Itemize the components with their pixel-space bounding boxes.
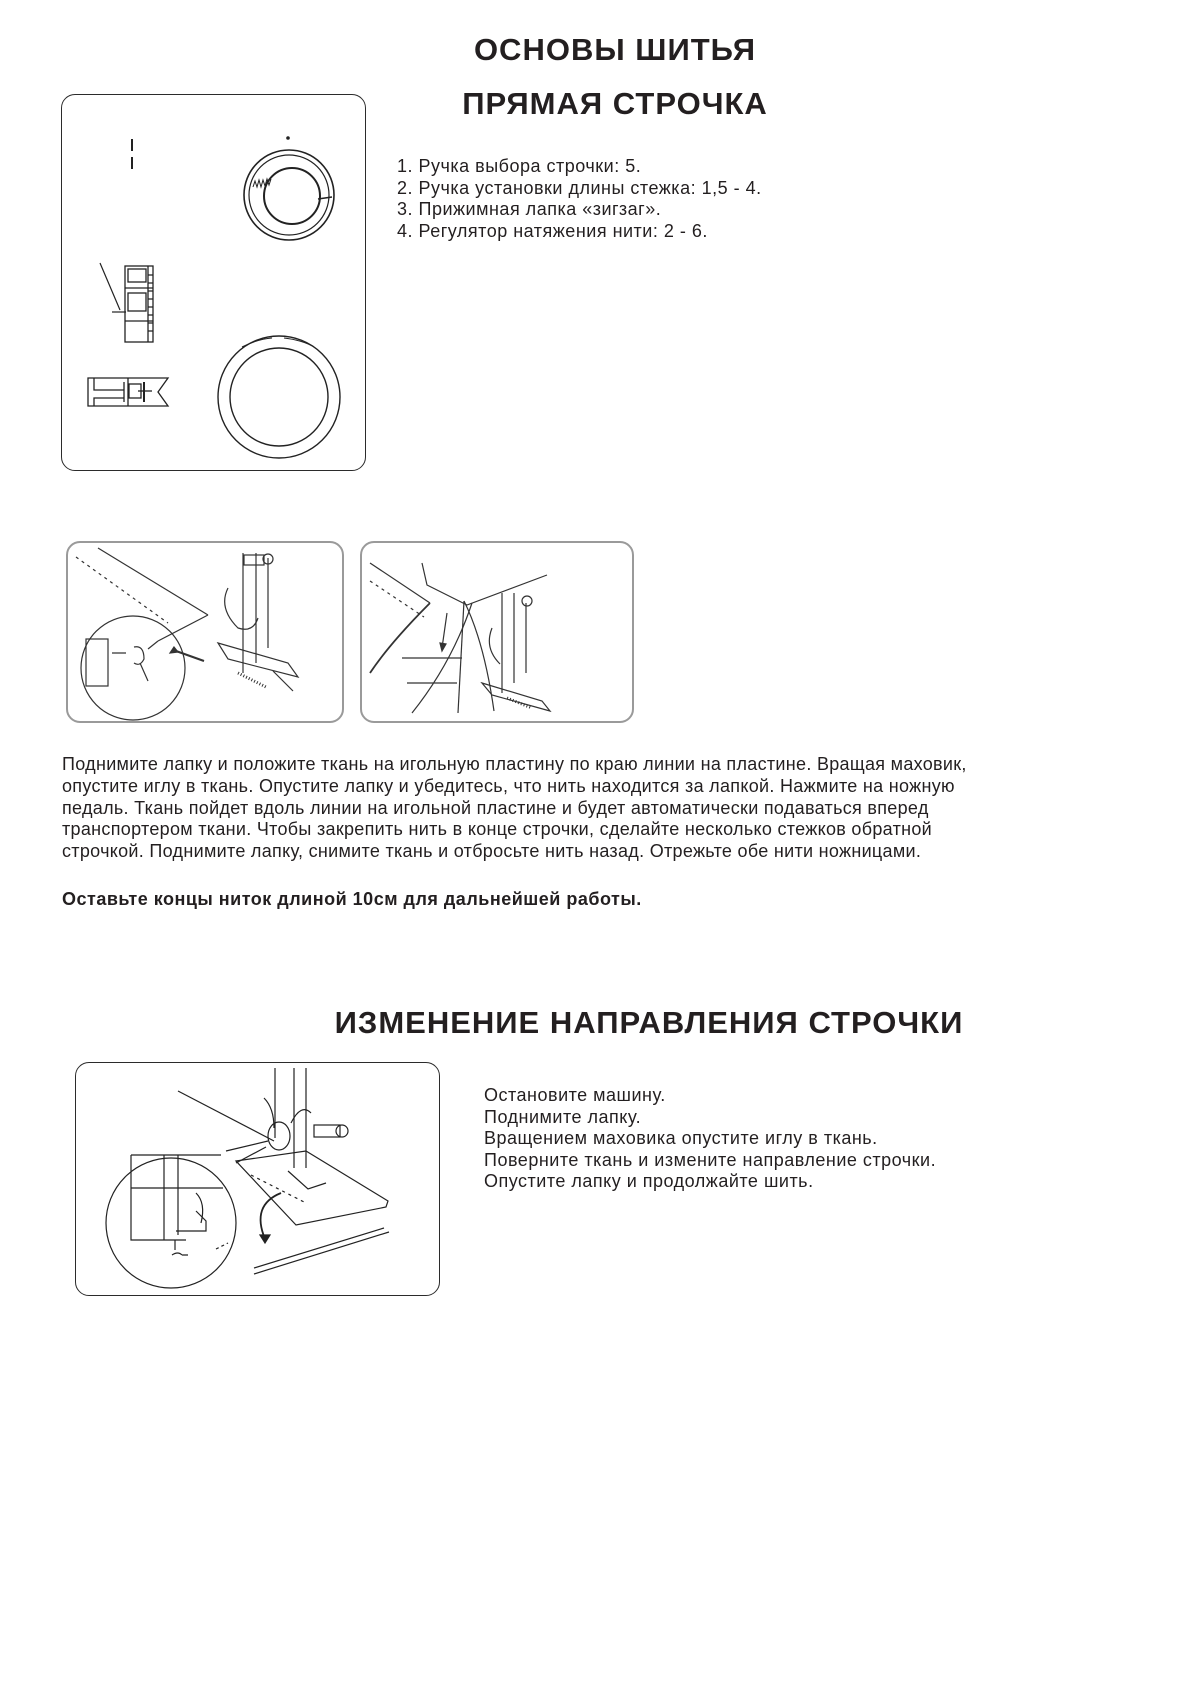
zigzag-foot-icon	[88, 378, 168, 406]
setting-item: 3. Прижимная лапка «зигзаг».	[397, 199, 662, 219]
page-title: ОСНОВЫ ШИТЬЯ	[473, 32, 757, 67]
thread-pull-back-figure	[360, 541, 634, 723]
section-title-change-direction: ИЗМЕНЕНИЕ НАПРАВЛЕНИЯ СТРОЧКИ	[334, 1005, 964, 1040]
fabric-placement-figure	[66, 541, 344, 723]
machine-settings-panel	[61, 94, 366, 471]
stitch-settings-list	[397, 156, 762, 242]
instruction-line: строчкой. Поднимите лапку, снимите ткань и отбросьте нить назад. Отрежьте обе нити ножницами.	[62, 841, 922, 862]
instruction-line: опустите иглу в ткань. Опустите лапку и убедитесь, что нить находится за лапкой. Нажмите на ножную	[62, 775, 955, 796]
section-title-straight-stitch: ПРЯМАЯ СТРОЧКА	[462, 86, 768, 121]
step-item: Поверните ткань и измените направление строчки.	[484, 1149, 937, 1170]
tension-wheel-icon	[218, 336, 340, 458]
zoom-circle-icon	[81, 616, 185, 720]
sewing-instructions	[62, 754, 1142, 863]
thread-length-note: Оставьте концы ниток длиной 10см для дальнейшей работы.	[62, 889, 642, 909]
step-item: Вращением маховика опустите иглу в ткань.	[484, 1128, 878, 1148]
step-item: Поднимите лапку.	[484, 1106, 642, 1127]
pivot-fabric-figure	[75, 1062, 440, 1296]
change-direction-steps	[484, 1085, 936, 1193]
zoom-circle-icon	[106, 1158, 236, 1288]
setting-item: 2. Ручка установки длины стежка: 1,5 - 4.	[397, 177, 762, 198]
indicator-arrow-icon	[100, 263, 126, 312]
instruction-line: транспортером ткани. Чтобы закрепить нить в конце строчки, сделайте несколько стежков обратной	[62, 819, 933, 840]
setting-item: 1. Ручка выбора строчки: 5.	[397, 156, 642, 176]
instruction-line: Поднимите лапку и положите ткань на игольную пластину по краю линии на пластине. Вращая маховик,	[62, 754, 967, 774]
stitch-selector-dial-icon	[244, 136, 334, 240]
instruction-line: педаль. Ткань пойдет вдоль линии на игольной пластине и будет автоматически подаваться вперед	[62, 797, 929, 818]
step-item: Опустите лапку и продолжайте шить.	[484, 1171, 814, 1191]
setting-item: 4. Регулятор натяжения нити: 2 - 6.	[397, 220, 708, 241]
stitch-length-dial-icon	[125, 266, 153, 342]
step-item: Остановите машину.	[484, 1085, 666, 1105]
